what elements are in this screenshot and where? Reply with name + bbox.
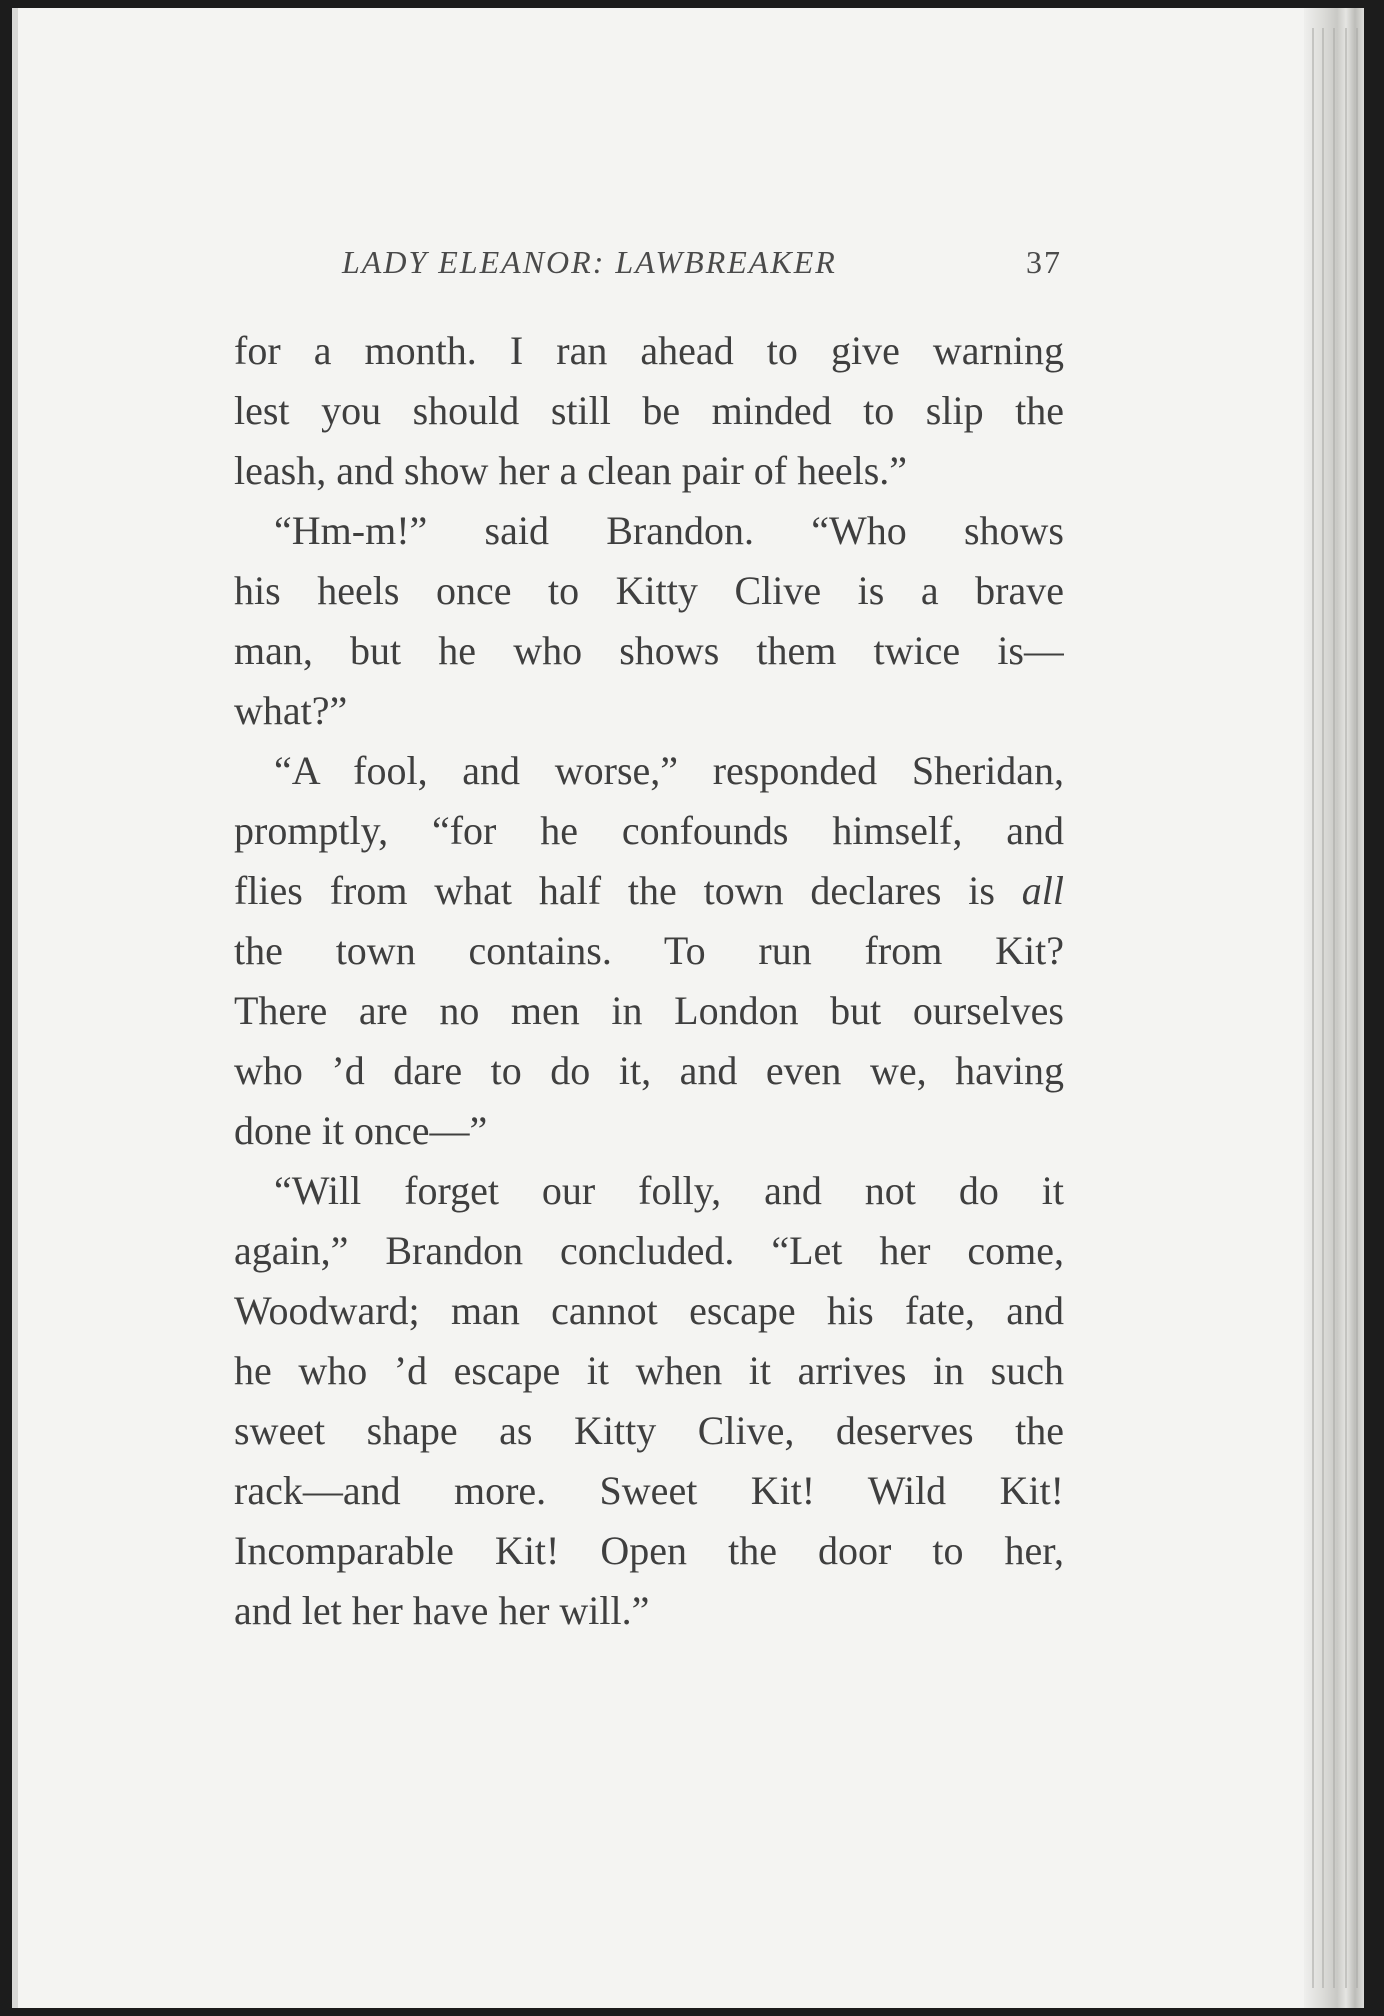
- running-title: LADY ELEANOR: LAWBREAKER: [342, 244, 837, 280]
- text-line: his heels once to Kitty Clive is a brave: [234, 568, 1064, 613]
- text-line: he who ’d escape it when it arrives in such: [234, 1348, 1064, 1393]
- text-line: Woodward; man cannot escape his fate, and: [234, 1288, 1064, 1333]
- page-number: 37: [1026, 244, 1062, 280]
- text-line: the town contains. To run from Kit?: [234, 928, 1064, 973]
- text-line: Incomparable Kit! Open the door to her,: [234, 1528, 1064, 1573]
- text-line: who ’d dare to do it, and even we, having: [234, 1048, 1064, 1093]
- text-line: “Will forget our folly, and not do it: [274, 1168, 1064, 1213]
- text-line: There are no men in London but ourselves: [234, 988, 1064, 1033]
- text-line: again,” Brandon concluded. “Let her come,: [234, 1228, 1064, 1273]
- text-line: and let her have her will.”: [234, 1588, 650, 1633]
- text-line: lest you should still be minded to slip the: [234, 388, 1064, 433]
- italic-word: all: [1021, 868, 1064, 913]
- body-text: [234, 321, 1064, 1641]
- text-line: rack—and more. Sweet Kit! Wild Kit!: [234, 1468, 1064, 1513]
- text-line: man, but he who shows them twice is—: [234, 628, 1064, 673]
- text-line: [234, 861, 1064, 921]
- text-line: sweet shape as Kitty Clive, deserves the: [234, 1408, 1064, 1453]
- page-edge: [1304, 8, 1364, 2008]
- book-page: [12, 8, 1334, 2008]
- text-line: done it once—”: [234, 1108, 488, 1153]
- text-segment: flies from what half the town declares is: [234, 868, 995, 913]
- text-line: promptly, “for he confounds himself, and: [234, 808, 1064, 853]
- text-line: leash, and show her a clean pair of heels.”: [234, 448, 908, 493]
- page-gutter: [12, 8, 18, 2008]
- text-line: for a month. I ran ahead to give warning: [234, 328, 1064, 373]
- text-line: what?”: [234, 688, 348, 733]
- text-line: “A fool, and worse,” responded Sheridan,: [274, 748, 1064, 793]
- text-line: “Hm-m!” said Brandon. “Who shows: [274, 508, 1064, 553]
